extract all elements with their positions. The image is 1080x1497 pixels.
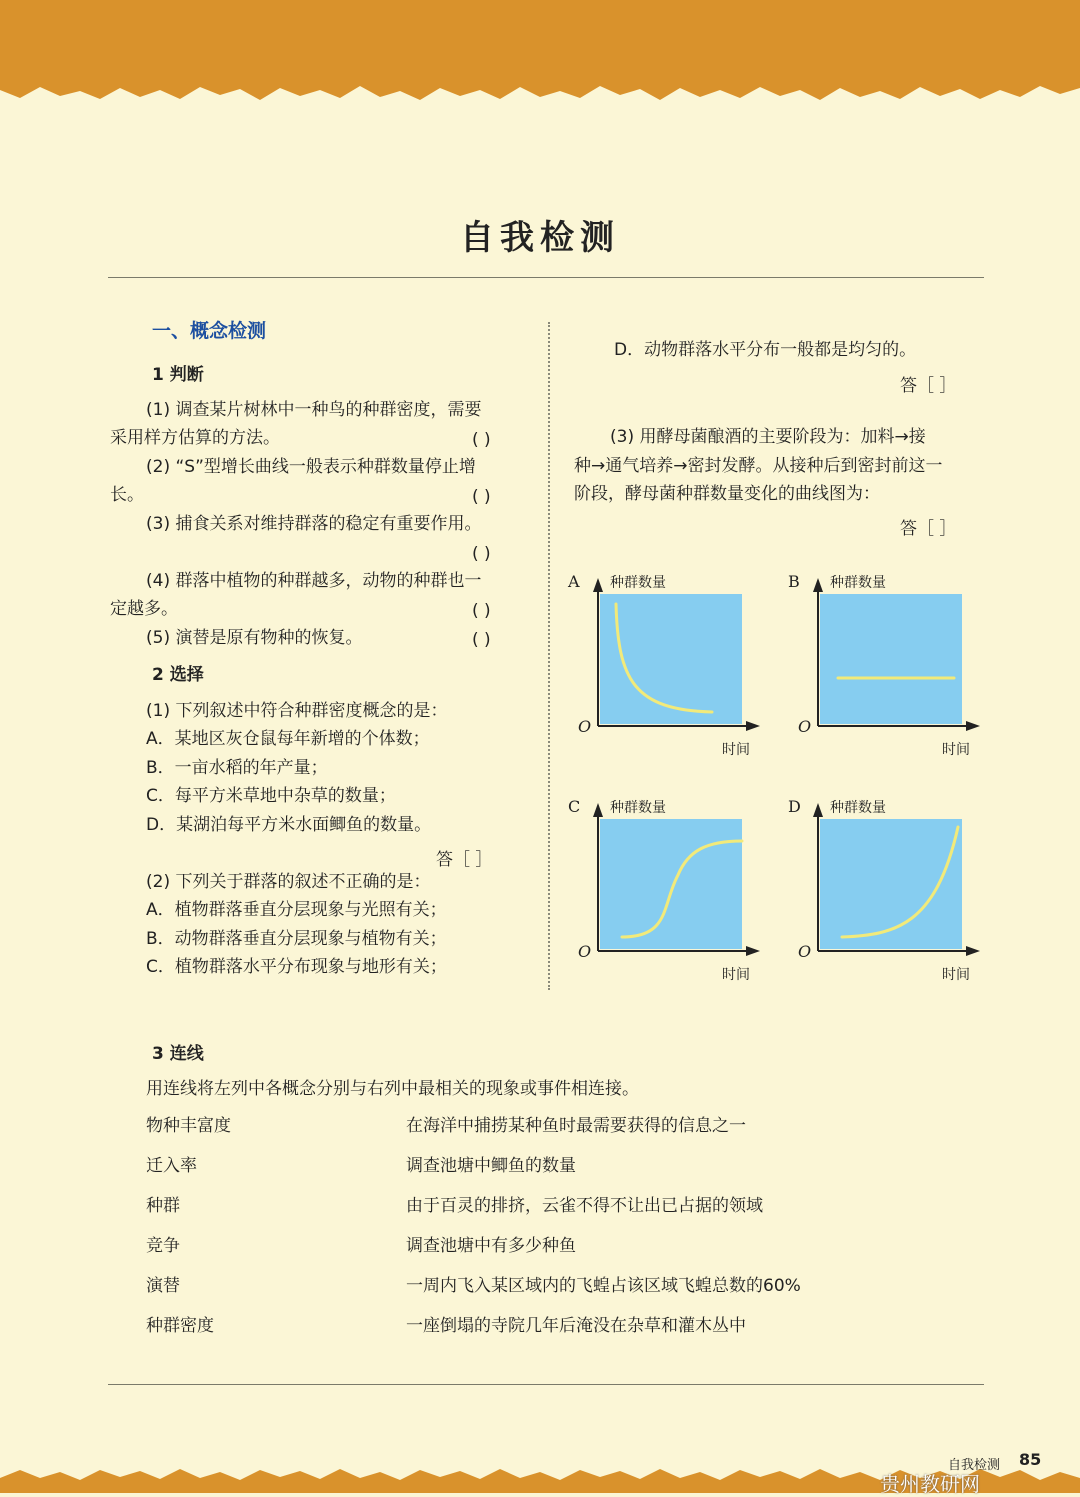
graph-a-letter: A	[568, 572, 580, 591]
matching-right-2[interactable]: 调查池塘中鲫鱼的数量	[406, 1156, 576, 1176]
graph-c[interactable]	[566, 795, 766, 989]
graph-c-x-arrow	[746, 946, 760, 956]
graph-a[interactable]	[566, 570, 766, 764]
graph-d-y-arrow	[813, 803, 823, 817]
choice-q3-line3: 阶段，酵母菌种群数量变化的曲线图为：	[574, 484, 880, 504]
choice-q1-answer[interactable]: 答［ ］	[436, 850, 493, 870]
footer-section-title: 自我检测	[948, 1458, 1001, 1473]
choice-q2-option-a: A．植物群落垂直分层现象与光照有关；	[146, 900, 447, 920]
choice-q3-answer[interactable]: 答［ ］	[900, 519, 957, 539]
judge-item-2-line2: 长。	[110, 485, 144, 505]
choice-q2-option-d: D．动物群落水平分布一般都是均匀的。	[614, 340, 917, 360]
judge-item-3-answer[interactable]: ( )	[472, 544, 491, 564]
judge-item-5-answer[interactable]: ( )	[472, 630, 491, 650]
choice-q1-option-b: B．一亩水稻的年产量；	[146, 758, 328, 778]
graph-c-y-label: 种群数量	[610, 800, 666, 816]
graph-c-origin: O	[578, 942, 592, 961]
choice-q1-stem: (1) 下列叙述中符合种群密度概念的是：	[146, 701, 448, 721]
choice-q1-option-a: A．某地区灰仓鼠每年新增的个体数；	[146, 729, 430, 749]
graph-b[interactable]	[786, 570, 986, 764]
judge-item-4-line2: 定越多。	[110, 599, 178, 619]
graph-d-origin: O	[798, 942, 812, 961]
graph-a-origin: O	[578, 717, 592, 736]
matching-left-3[interactable]: 种群	[146, 1196, 180, 1216]
matching-heading: 3 连线	[152, 1044, 204, 1064]
graph-a-y-label: 种群数量	[610, 575, 666, 591]
graph-c-x-label: 时间	[722, 967, 750, 983]
graph-d-letter: D	[788, 797, 801, 816]
matching-left-4[interactable]: 竞争	[146, 1236, 180, 1256]
page-title: 自我检测	[460, 218, 620, 258]
judge-item-1-line1: (1) 调查某片树林中一种鸟的种群密度，需要	[146, 400, 482, 420]
choice-q2-answer[interactable]: 答［ ］	[900, 376, 957, 396]
judge-item-2-answer[interactable]: ( )	[472, 487, 491, 507]
choice-q3-line2: 种→通气培养→密封发酵。从接种后到密封前这一	[574, 456, 943, 476]
graph-a-svg	[566, 570, 766, 760]
judge-item-1-line2: 采用样方估算的方法。	[110, 428, 280, 448]
graph-b-svg	[786, 570, 986, 760]
choice-q2-option-b: B．动物群落垂直分层现象与植物有关；	[146, 929, 447, 949]
judge-item-3-line1: (3) 捕食关系对维持群落的稳定有重要作用。	[146, 514, 482, 534]
graph-b-y-arrow	[813, 578, 823, 592]
matching-left-2[interactable]: 迁入率	[146, 1156, 197, 1176]
matching-right-3[interactable]: 由于百灵的排挤，云雀不得不让出已占据的领域	[406, 1196, 763, 1216]
choice-q2-option-c: C．植物群落水平分布现象与地形有关；	[146, 957, 447, 977]
graph-d-y-label: 种群数量	[830, 800, 886, 816]
section-heading: 一、概念检测	[152, 320, 267, 342]
matching-right-5[interactable]: 一周内飞入某区域内的飞蝗占该区域飞蝗总数的60%	[406, 1276, 801, 1296]
judge-item-5-line1: (5) 演替是原有物种的恢复。	[146, 628, 363, 648]
graph-b-x-arrow	[966, 721, 980, 731]
graph-b-x-label: 时间	[942, 742, 970, 758]
page-number: 85	[1019, 1450, 1042, 1469]
graph-b-panel	[820, 594, 962, 724]
column-separator	[548, 322, 550, 990]
graph-c-panel	[600, 819, 742, 949]
graph-b-letter: B	[788, 572, 800, 591]
choice-heading: 2 选择	[152, 665, 204, 685]
choice-q2-stem: (2) 下列关于群落的叙述不正确的是：	[146, 872, 431, 892]
matching-right-1[interactable]: 在海洋中捕捞某种鱼时最需要获得的信息之一	[406, 1116, 746, 1136]
graph-a-x-label: 时间	[722, 742, 750, 758]
judge-item-2-line1: (2) “S”型增长曲线一般表示种群数量停止增	[146, 457, 476, 477]
judge-item-1-answer[interactable]: ( )	[472, 430, 491, 450]
graph-a-x-arrow	[746, 721, 760, 731]
title-divider	[108, 277, 984, 278]
graph-d-svg	[786, 795, 986, 985]
matching-right-4[interactable]: 调查池塘中有多少种鱼	[406, 1236, 576, 1256]
graph-d-x-arrow	[966, 946, 980, 956]
choice-q1-option-d: D．某湖泊每平方米水面鲫鱼的数量。	[146, 815, 432, 835]
graph-c-svg	[566, 795, 766, 985]
judge-item-4-answer[interactable]: ( )	[472, 601, 491, 621]
choice-q3-line1: (3) 用酵母菌酿酒的主要阶段为：加料→接	[610, 427, 926, 447]
graph-b-y-label: 种群数量	[830, 575, 886, 591]
graph-b-origin: O	[798, 717, 812, 736]
choice-q1-option-c: C．每平方米草地中杂草的数量；	[146, 786, 396, 806]
matching-left-6[interactable]: 种群密度	[146, 1316, 214, 1336]
matching-right-6[interactable]: 一座倒塌的寺院几年后淹没在杂草和灌木丛中	[406, 1316, 746, 1336]
graph-c-letter: C	[568, 797, 581, 816]
matching-left-5[interactable]: 演替	[146, 1276, 180, 1296]
graph-c-y-arrow	[593, 803, 603, 817]
judge-heading: 1 判断	[152, 365, 204, 385]
bottom-divider	[108, 1384, 984, 1385]
judge-item-4-line1: (4) 群落中植物的种群越多，动物的种群也一	[146, 571, 482, 591]
matching-instruction: 用连线将左列中各概念分别与右列中最相关的现象或事件相连接。	[146, 1079, 639, 1099]
matching-left-1[interactable]: 物种丰富度	[146, 1116, 231, 1136]
watermark: 贵州教研网	[880, 1472, 980, 1496]
graph-d-x-label: 时间	[942, 967, 970, 983]
top-decorative-band	[0, 0, 1080, 110]
graph-a-y-arrow	[593, 578, 603, 592]
graph-d[interactable]	[786, 795, 986, 989]
